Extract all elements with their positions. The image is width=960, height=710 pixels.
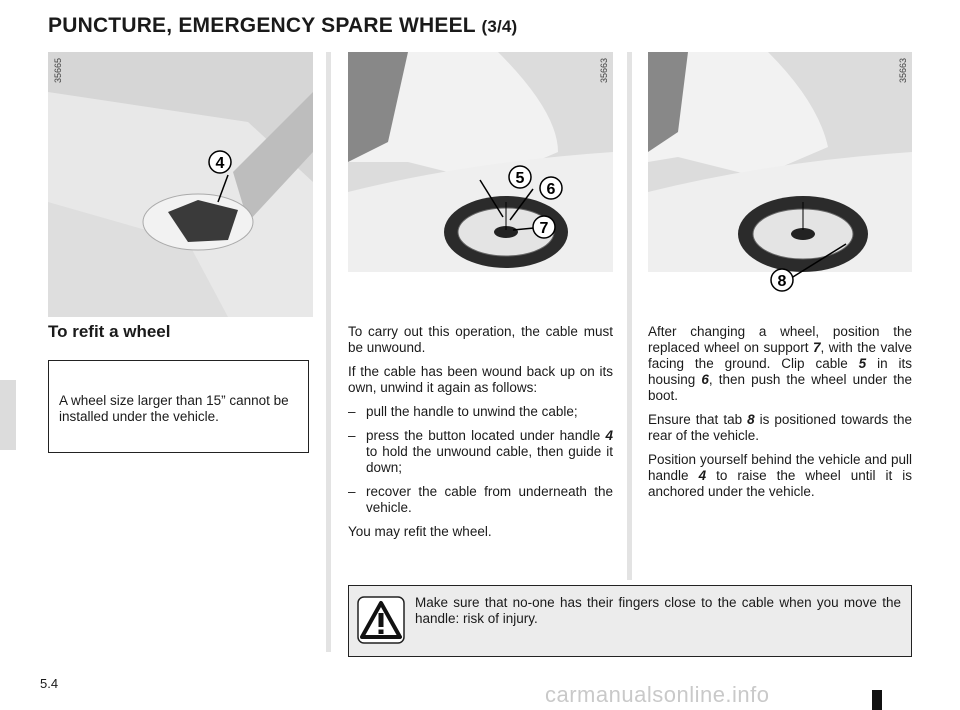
- watermark: carmanualsonline.info: [545, 682, 770, 707]
- section-heading: To refit a wheel: [48, 322, 171, 341]
- dash-marker: –: [348, 428, 356, 443]
- paragraph: Position yourself behind the vehicle and pull handle 4 to raise the wheel until it is anchored under the vehicle.: [648, 452, 912, 499]
- steps-list: [348, 404, 613, 516]
- page-title-part: (3/4): [481, 17, 518, 36]
- list-item-text: to hold the unwound cable, then guide it down;: [366, 444, 613, 475]
- warning-box: [348, 585, 912, 657]
- boot-floor-illustration: [48, 52, 313, 317]
- dash-marker: –: [348, 484, 356, 499]
- paragraph: After changing a wheel, position the replaced wheel on support 7, with the valve facing the ground. Clip cable 5 in its housing 6, then push the wheel under the boot.: [648, 324, 913, 403]
- instructions-column: [348, 324, 613, 548]
- column-divider: [326, 52, 331, 580]
- corner-marker: [872, 690, 882, 710]
- column-divider: [627, 52, 632, 580]
- dash-marker: –: [348, 404, 356, 419]
- figure-code: 35665: [53, 58, 63, 84]
- reference-number: 8: [747, 412, 755, 427]
- list-item: [348, 428, 613, 476]
- figure-code: 35663: [898, 58, 908, 84]
- figure-code: 35663: [599, 58, 609, 84]
- list-item-text: press the button located under handle: [366, 428, 606, 443]
- reference-number: 4: [698, 468, 707, 483]
- warning-triangle-icon: [357, 596, 405, 644]
- reference-number: 5: [858, 356, 867, 371]
- column-divider: [326, 580, 331, 652]
- figure-boot-floor: [48, 52, 313, 317]
- callout-6: 6: [546, 181, 556, 198]
- page-title-text: PUNCTURE, EMERGENCY SPARE WHEEL: [48, 14, 476, 37]
- chapter-tab: [0, 380, 16, 450]
- reference-number: 6: [701, 372, 709, 387]
- figure-wheel-tab: [648, 52, 912, 317]
- instructions-column: [648, 324, 912, 508]
- list-item: [348, 484, 613, 516]
- reference-number: 7: [813, 340, 821, 355]
- callout-4: 4: [215, 155, 225, 172]
- list-item-text: pull the handle to unwind the cable;: [366, 404, 578, 419]
- figure-wheel-support: [348, 52, 613, 317]
- page-title: [48, 14, 517, 38]
- paragraph: If the cable has been wound back up on its own, unwind it again as follows:: [348, 364, 613, 395]
- callout-8: 8: [777, 273, 787, 290]
- warning-text: Make sure that no-one has their fingers close to the cable when you move the handle: risk of injury.: [415, 595, 901, 626]
- wheel-tab-illustration: [648, 52, 912, 317]
- paragraph: You may refit the wheel.: [348, 524, 492, 539]
- note-box: [48, 360, 309, 453]
- note-text: A wheel size larger than 15” cannot be installed under the vehicle.: [59, 393, 289, 424]
- paragraph: To carry out this operation, the cable must be unwound.: [348, 324, 613, 355]
- page-number: 5.4: [40, 676, 59, 691]
- callout-7: 7: [539, 220, 549, 237]
- callout-5: 5: [515, 170, 525, 187]
- list-item-text: recover the cable from underneath the vehicle.: [366, 484, 613, 515]
- paragraph: Ensure that tab 8 is positioned towards the rear of the vehicle.: [648, 412, 913, 443]
- wheel-support-illustration: [348, 52, 613, 317]
- reference-number: 4: [605, 428, 613, 443]
- list-item: [348, 404, 613, 420]
